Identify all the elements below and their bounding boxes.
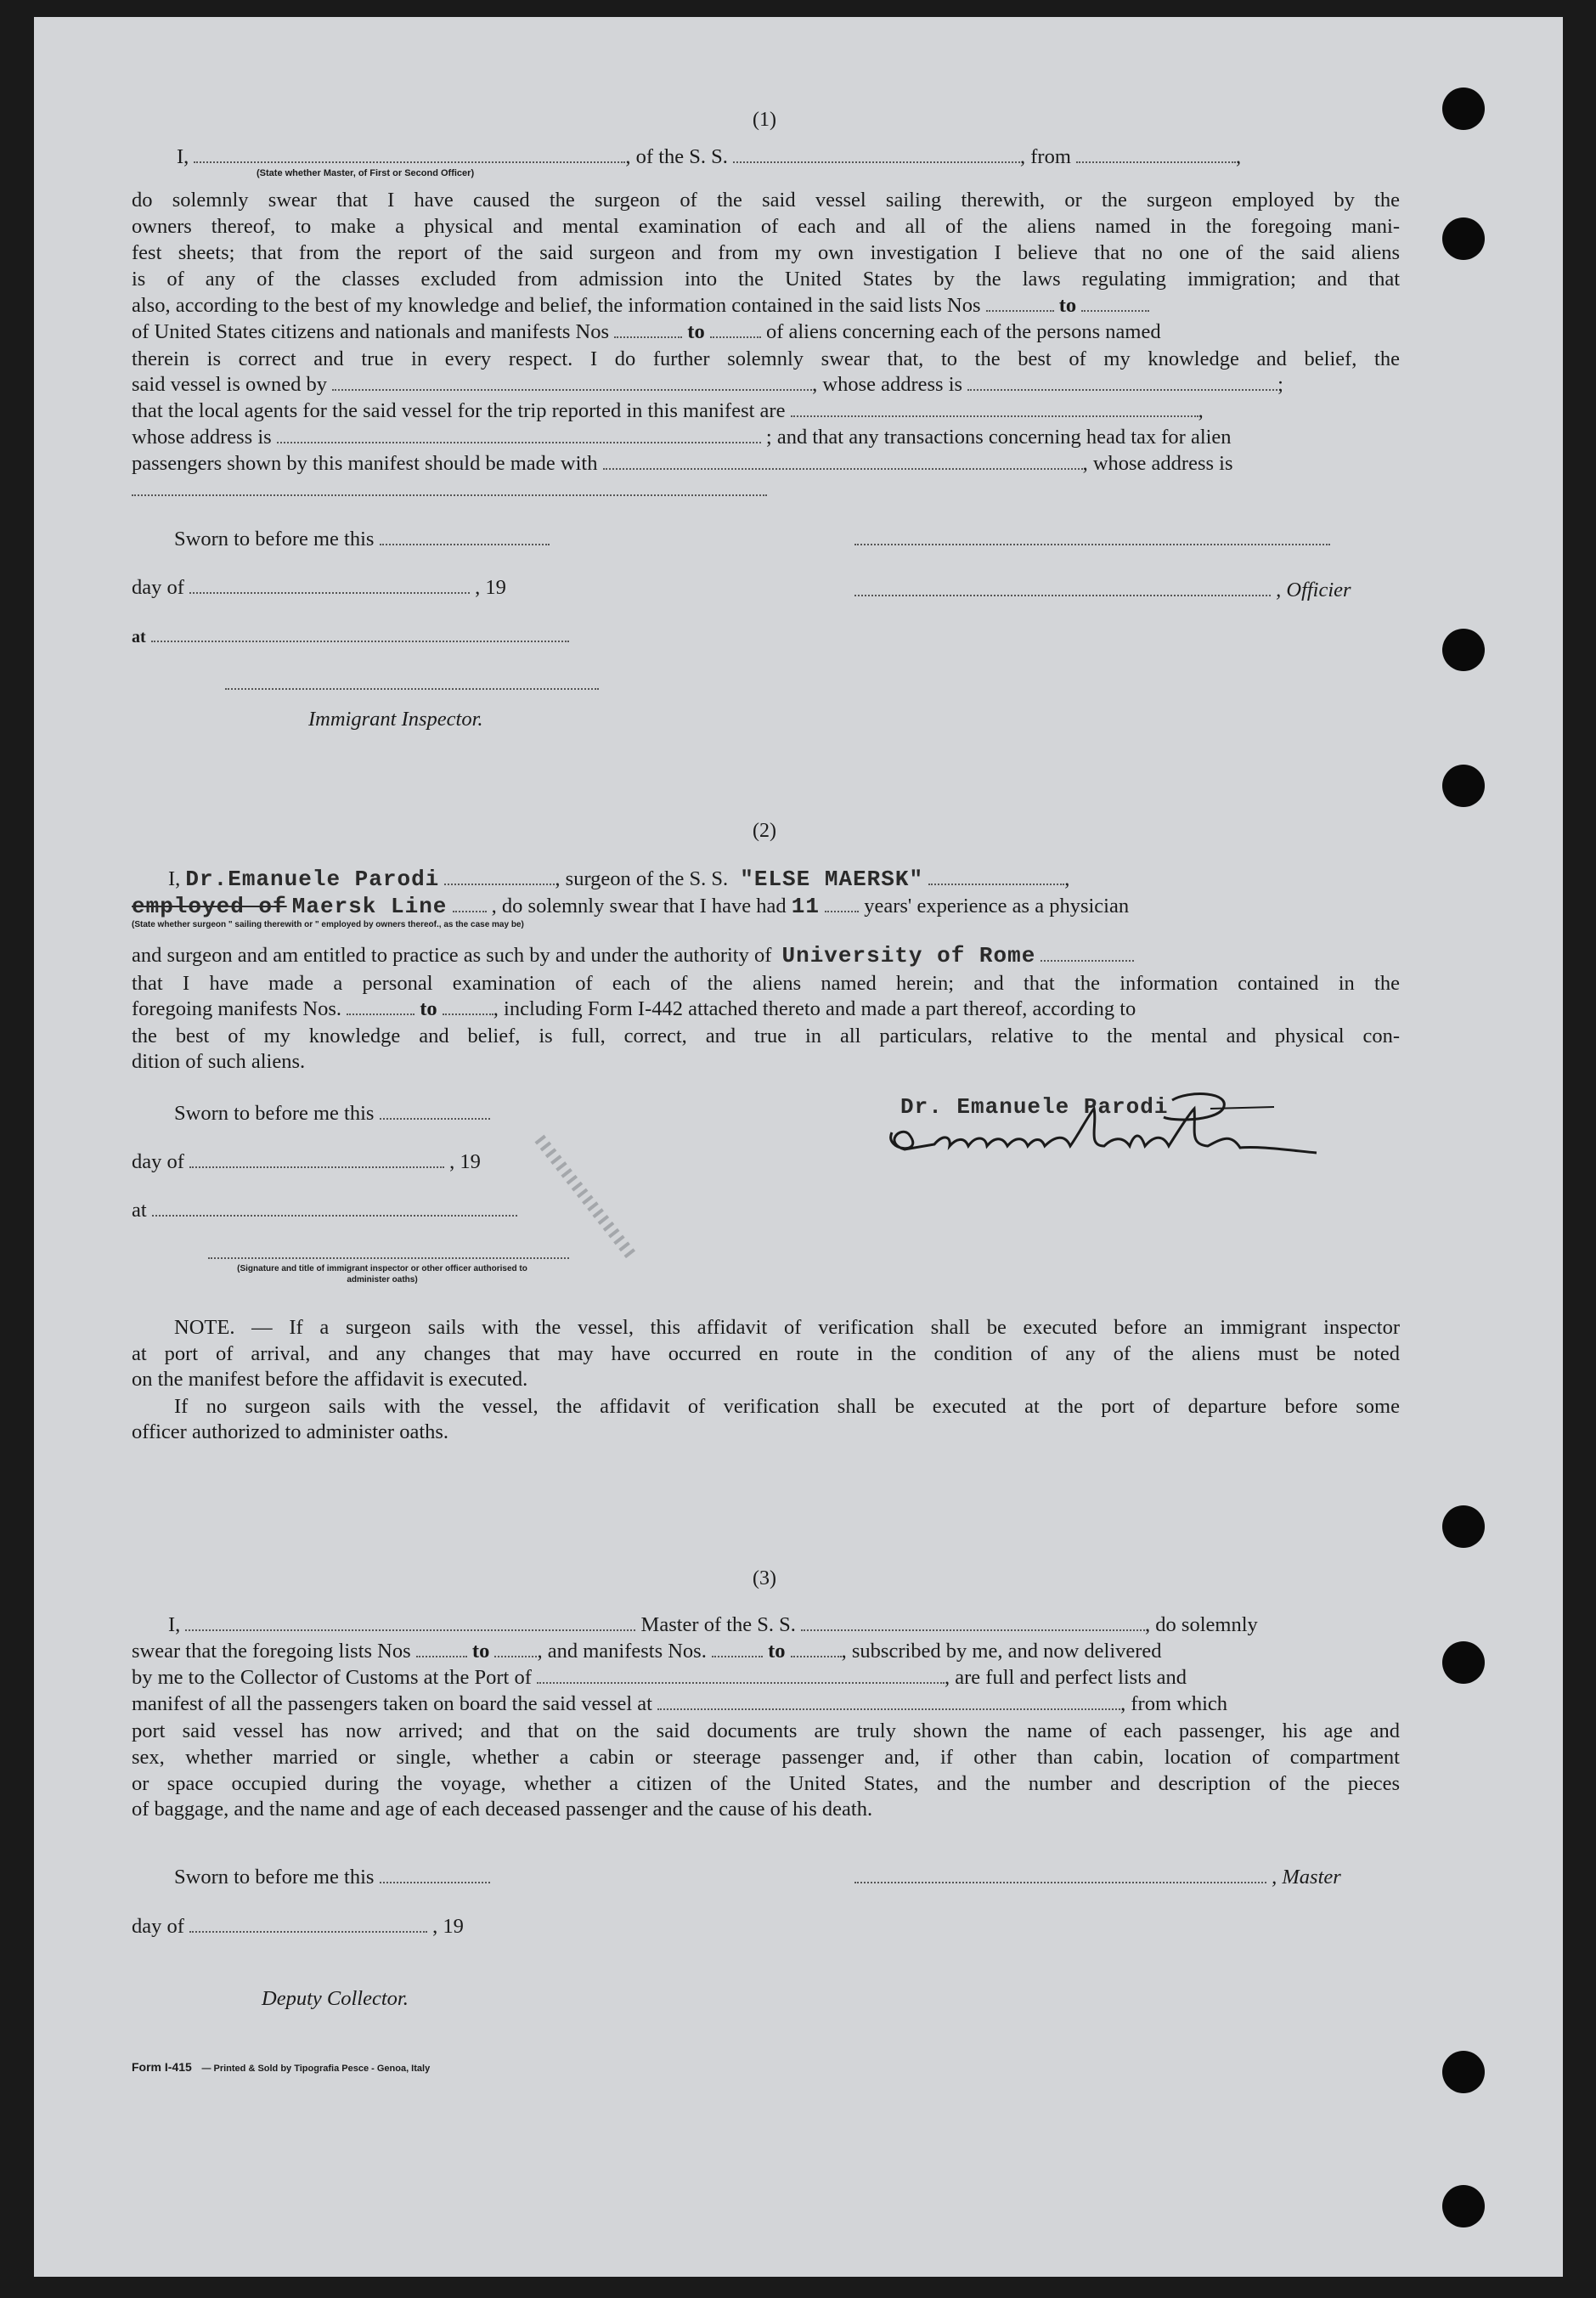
- s2-surgeon-of: , surgeon of the S. S.: [555, 867, 729, 890]
- s3-to-1: to: [471, 1640, 490, 1663]
- s2-at-field: [152, 1200, 517, 1217]
- surgeon-name: Dr.Emanuele Parodi: [185, 867, 440, 892]
- shipping-line: Maersk Line: [291, 894, 448, 919]
- authority-value: University of Rome: [781, 943, 1036, 968]
- s3-row: or space occupied during the voyage, whether a citizen of the United States, and the number and description of the pieces: [132, 1772, 1400, 1795]
- s2-r5-to: to: [420, 997, 437, 1020]
- immigrant-inspector-label: Immigrant Inspector.: [308, 708, 483, 731]
- s2-paragraph-b: [132, 1023, 1400, 1049]
- s3-do-solemnly: , do solemnly: [1145, 1613, 1258, 1636]
- s3-line-1: [168, 1612, 1258, 1638]
- s1-at-text: at: [132, 628, 146, 646]
- s1-officer-line: [854, 527, 1330, 552]
- s2-line-1: [168, 867, 1069, 892]
- owner-address-field: [967, 374, 1277, 391]
- s3-line-3: [132, 1665, 1187, 1691]
- faded-stamp: [531, 1130, 650, 1274]
- s3-i: I,: [168, 1613, 181, 1636]
- note-row: at port of arrival, and any changes that may have occurred en route in the condition of any of the aliens must be noted: [132, 1342, 1400, 1365]
- owner-field: [332, 374, 812, 391]
- s3-l4-text: manifest of all the passengers taken on board the said vessel at: [132, 1692, 652, 1715]
- s2-r3-text: and surgeon and am entitled to practice as such by and under the authority of: [132, 944, 772, 967]
- note-last: on the manifest before the affidavit is executed.: [132, 1368, 528, 1391]
- years-field: [825, 895, 859, 912]
- s1-at-field: [151, 625, 569, 642]
- s2-paragraph-a: [132, 970, 1400, 997]
- s3-dayof-text: day of: [132, 1915, 184, 1938]
- note2-row: If no surgeon sails with the vessel, the affidavit of verification shall be executed at the port of departure before some: [174, 1395, 1400, 1418]
- punch-hole: [1442, 217, 1485, 260]
- section-2-number: (2): [753, 820, 776, 842]
- master-signature-field: [854, 1866, 1266, 1883]
- s1-r10-text-b: ; and that any transactions concerning head tax for alien: [765, 426, 1232, 449]
- section-1-number: (1): [753, 109, 776, 131]
- s1-r5-text: also, according to the best of my knowledge and belief, the information contained in the said lists Nos: [132, 294, 981, 317]
- s3-lists-from-field: [416, 1640, 467, 1657]
- ship-name: "ELSE MAERSK": [740, 867, 924, 892]
- s3-row: sex, whether married or single, whether a cabin or steerage passenger and, if other than cabin, location of compartment: [132, 1746, 1400, 1769]
- s1-row: owners thereof, to make a physical and mental examination of each and all of the aliens named in the foregoing mani-: [132, 215, 1400, 238]
- s1-dayof: [132, 575, 506, 601]
- agents-field: [791, 400, 1198, 417]
- s1-row-6: [132, 319, 1161, 345]
- form-sheet: [34, 17, 1563, 2277]
- s3-l3-text: by me to the Collector of Customs at the Port of: [132, 1666, 532, 1689]
- s1-row-12: [132, 477, 767, 503]
- rank-field: [194, 146, 625, 163]
- s1-inspector-line: [225, 671, 599, 697]
- s2-row: that I have made a personal examination of each of the aliens named herein; and that the information contained in the: [132, 972, 1400, 995]
- s2-at: [132, 1198, 517, 1223]
- s2-r5-text-b: , including Form I-442 attached thereto and made a part thereof, according to: [493, 997, 1136, 1020]
- s3-day-field: [189, 1916, 427, 1933]
- surgeon-name-field: [444, 868, 555, 885]
- s2-manifest-from-field: [347, 998, 415, 1015]
- officer-field: [854, 579, 1271, 596]
- s2-i: I,: [168, 867, 181, 890]
- s3-l4-text-b: , from which: [1120, 1692, 1227, 1715]
- s1-row-8: [132, 372, 1283, 398]
- form-footer: [132, 2060, 430, 2074]
- from-field: [1076, 146, 1236, 163]
- s3-sworn: [174, 1865, 490, 1890]
- s3-boarded-at-field: [657, 1693, 1120, 1710]
- s1-of-ss: , of the S. S.: [625, 145, 728, 168]
- s3-last-line: of baggage, and the name and age of each deceased passenger and the cause of his death.: [132, 1798, 873, 1821]
- s2-swear: , do solemnly swear that I have had: [491, 895, 787, 918]
- line-field: [453, 895, 487, 912]
- s2-caption: (State whether surgeon " sailing therewith or " employed by owners thereof., as the case may be): [132, 920, 524, 929]
- s3-port-field: [537, 1667, 945, 1684]
- s2-sworn: [174, 1101, 490, 1126]
- lists-from-field: [986, 295, 1054, 312]
- s2-at-text: at: [132, 1199, 147, 1222]
- s1-dayof-text: day of: [132, 576, 184, 599]
- s3-l3-text-b: , are full and perfect lists and: [945, 1666, 1187, 1689]
- s1-caption: (State whether Master, of First or Second Officer): [257, 168, 475, 178]
- s2-line-2: [132, 894, 1129, 919]
- officer-signature-field: [854, 528, 1330, 545]
- s1-officer: [854, 578, 1351, 603]
- vessel-field: [733, 146, 1020, 163]
- note-row: NOTE. — If a surgeon sails with the vessel, this affidavit of verification shall be executed before an immigrant inspector: [174, 1316, 1400, 1339]
- s3-l2-text-c: , subscribed by me, and now delivered: [841, 1640, 1162, 1663]
- punch-hole: [1442, 88, 1485, 130]
- punch-hole: [1442, 2051, 1485, 2093]
- s3-paragraph: [132, 1718, 1400, 1797]
- s1-r6-text: of United States citizens and nationals and manifests Nos: [132, 320, 610, 343]
- s1-comma: ,: [1236, 145, 1242, 168]
- s2-dayof-text: day of: [132, 1150, 184, 1173]
- authority-field: [1041, 945, 1134, 962]
- punch-hole: [1442, 629, 1485, 671]
- s1-r6-text-b: of aliens concerning each of the persons named: [765, 320, 1161, 343]
- s2-r5-text: foregoing manifests Nos.: [132, 997, 341, 1020]
- s1-from: , from: [1020, 145, 1071, 168]
- employed-of: employed of: [132, 894, 287, 919]
- ship-field: [928, 868, 1064, 885]
- s1-r8-semicolon: ;: [1277, 373, 1283, 396]
- s2-sig-line: [208, 1240, 569, 1266]
- s1-row: fest sheets; that from the report of the said surgeon and from my own investigation I believe that no one of the said aliens: [132, 241, 1400, 264]
- s1-r11-text-b: , whose address is: [1082, 452, 1233, 475]
- s3-to-2: to: [768, 1640, 786, 1663]
- s1-line-1: [177, 144, 1241, 170]
- officer-label: , Officier: [1276, 579, 1351, 601]
- head-tax-address-field: [132, 479, 767, 496]
- surgeon-typed-signature: Dr. Emanuele Parodi: [900, 1094, 1169, 1120]
- s1-r8-text-b: , whose address is: [812, 373, 963, 396]
- head-tax-field: [603, 453, 1083, 470]
- s1-r8-text: said vessel is owned by: [132, 373, 327, 396]
- s2-line-5: [132, 997, 1136, 1022]
- s2-manifest-to-field: [443, 998, 493, 1015]
- punch-hole: [1442, 2185, 1485, 2227]
- s2-last-line: dition of such aliens.: [132, 1050, 306, 1073]
- s1-sworn: [174, 527, 550, 552]
- s1-year: , 19: [475, 576, 506, 599]
- s1-row-9: [132, 398, 1204, 424]
- s3-master-of: Master of the S. S.: [640, 1613, 796, 1636]
- s3-master-line: [854, 1865, 1341, 1890]
- surgeon-handwritten-signature: [875, 1083, 1334, 1172]
- s3-manifests-from-field: [712, 1640, 763, 1657]
- s1-i: I,: [177, 145, 189, 168]
- s1-r9-text: that the local agents for the said vessel for the trip reported in this manifest are: [132, 399, 786, 422]
- s1-sworn-text: Sworn to before me this: [174, 528, 375, 551]
- s2-row: the best of my knowledge and belief, is full, correct, and true in all particulars, relative to the mental and physical con-: [132, 1025, 1400, 1047]
- s1-r6-to: to: [687, 320, 705, 343]
- s2-sworn-field: [380, 1103, 490, 1120]
- s2-year: , 19: [449, 1150, 481, 1173]
- manifests-from-field: [614, 321, 682, 338]
- note-paragraph: [132, 1314, 1400, 1367]
- s2-exp: years' experience as a physician: [864, 895, 1130, 918]
- master-label: , Master: [1272, 1866, 1341, 1889]
- punch-hole: [1442, 1641, 1485, 1684]
- s3-vessel-field: [801, 1614, 1145, 1631]
- s2-line-3: [132, 943, 1134, 968]
- punch-hole: [1442, 1505, 1485, 1548]
- note2-last: officer authorized to administer oaths.: [132, 1420, 449, 1443]
- s3-l2-text-b: , and manifests Nos.: [537, 1640, 707, 1663]
- s1-r11-text: passengers shown by this manifest should be made with: [132, 452, 598, 475]
- s1-row: therein is correct and true in every respect. I do further solemnly swear that, to the best of my knowledge and belief, the: [132, 347, 1400, 370]
- years-value: 11: [791, 894, 820, 919]
- s1-row: do solemnly swear that I have caused the surgeon of the said vessel sailing therewith, or the surgeon employed by the: [132, 189, 1400, 212]
- s1-row-11: [132, 451, 1233, 477]
- s2-dayof: [132, 1149, 481, 1175]
- s2-sworn-text: Sworn to before me this: [174, 1102, 375, 1125]
- printer-credit: — Printed & Sold by Tipografia Pesce - Genoa, Italy: [201, 2064, 431, 2074]
- s3-sworn-text: Sworn to before me this: [174, 1866, 375, 1889]
- s1-r5-to: to: [1058, 294, 1077, 317]
- s2-day-field: [189, 1151, 444, 1168]
- s1-paragraph: [132, 187, 1400, 292]
- s2-inspector-signature-field: [208, 1242, 569, 1259]
- form-number: Form I-415: [132, 2060, 192, 2074]
- s2-sig-caption: (Signature and title of immigrant inspector or other officer authorised to administer oaths): [237, 1264, 527, 1285]
- agents-address-field: [277, 426, 761, 443]
- inspector-signature-field: [225, 673, 599, 690]
- s1-r10-text: whose address is: [132, 426, 272, 449]
- s1-sworn-field: [380, 528, 550, 545]
- s1-row-5: [132, 293, 1149, 319]
- s3-l2-text: swear that the foregoing lists Nos: [132, 1640, 411, 1663]
- s1-day-field: [189, 577, 470, 594]
- s3-year: , 19: [432, 1915, 464, 1938]
- s3-row: port said vessel has now arrived; and that on the said documents are truly shown the name of each passenger, his age and: [132, 1719, 1400, 1742]
- deputy-collector-label: Deputy Collector.: [262, 1987, 409, 2010]
- s3-line-4: [132, 1691, 1227, 1717]
- s3-sworn-field: [380, 1866, 490, 1883]
- s1-r9-comma: ,: [1198, 399, 1204, 422]
- s3-dayof: [132, 1914, 464, 1939]
- s3-line-2: [132, 1639, 1162, 1664]
- manifests-to-field: [710, 321, 761, 338]
- s1-row-7: [132, 346, 1400, 372]
- s3-lists-to-field: [494, 1640, 537, 1657]
- s3-manifests-to-field: [791, 1640, 842, 1657]
- s3-master-name-field: [185, 1614, 635, 1631]
- punch-hole: [1442, 765, 1485, 807]
- s1-at: [132, 624, 569, 650]
- note2-paragraph: [132, 1393, 1400, 1420]
- lists-to-field: [1081, 295, 1149, 312]
- s1-row-10: [132, 425, 1232, 450]
- section-3-number: (3): [753, 1567, 776, 1589]
- s2-comma: ,: [1064, 867, 1070, 890]
- s1-row: is of any of the classes excluded from admission into the United States by the laws regulating immigration; and that: [132, 268, 1400, 291]
